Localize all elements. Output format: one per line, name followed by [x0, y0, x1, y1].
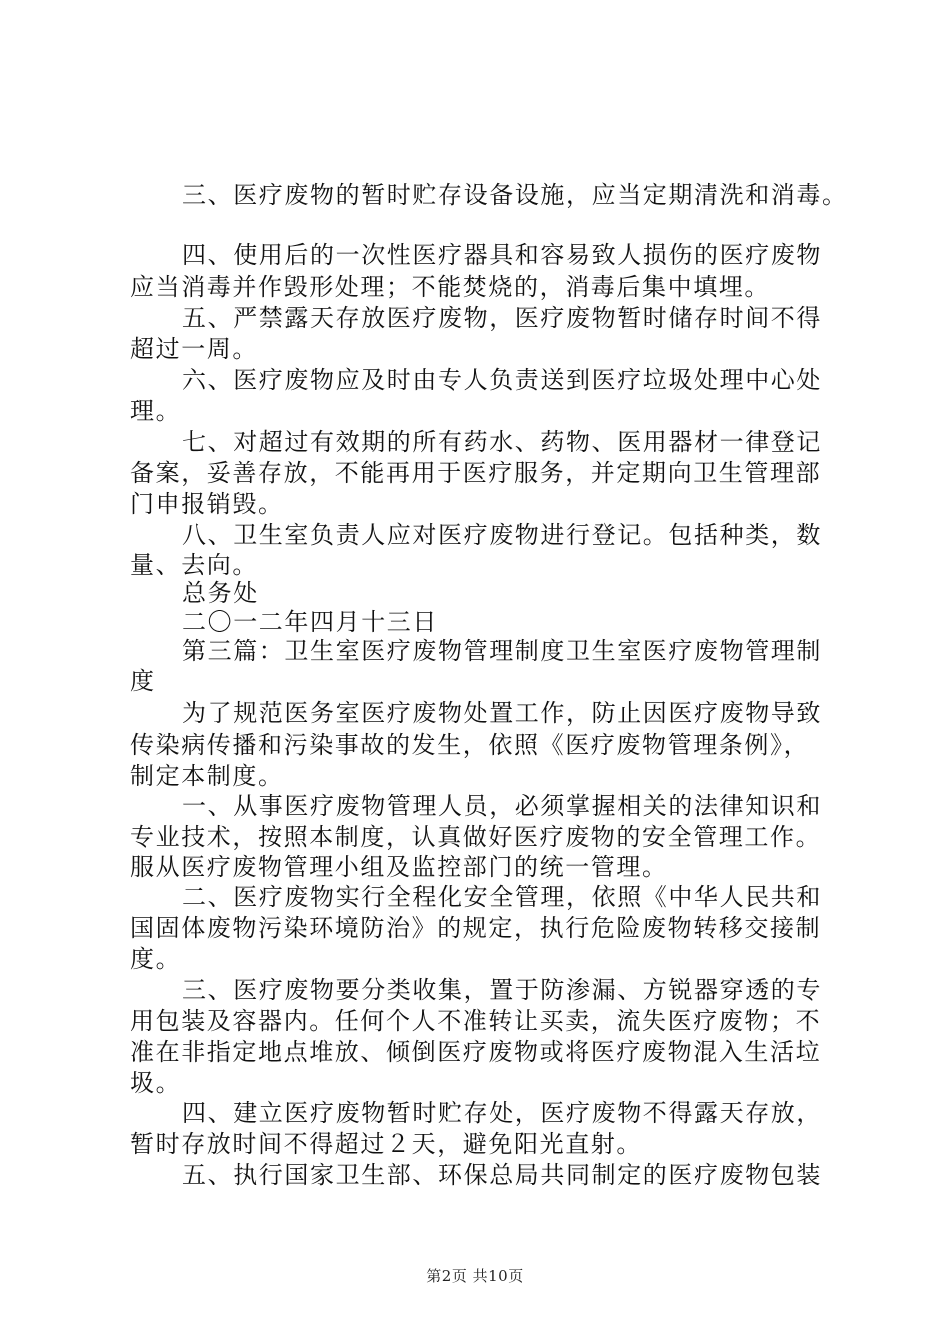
paragraph-line: 服从医疗废物管理小组及监控部门的统一管理。	[130, 853, 668, 881]
paragraph-line: 暂时存放时间不得超过２天，避免阳光直射。	[130, 1130, 642, 1158]
signature-date: 二〇一二年四月十三日	[182, 608, 438, 636]
paragraph-line: 五、严禁露天存放医疗废物，医疗废物暂时储存时间不得	[182, 304, 822, 332]
paragraph-line: 八、卫生室负责人应对医疗废物进行登记。包括种类，数	[182, 521, 822, 549]
paragraph-line: 二、医疗废物实行全程化安全管理，依照《中华人民共和	[182, 883, 822, 911]
section-heading: 度	[130, 667, 156, 695]
paragraph-line: 三、医疗废物要分类收集，置于防渗漏、方锐器穿透的专	[182, 976, 822, 1004]
paragraph-line: 准在非指定地点堆放、倾倒医疗废物或将医疗废物混入生活垃	[130, 1038, 822, 1066]
paragraph-line: 超过一周。	[130, 335, 258, 363]
paragraph-line: 一、从事医疗废物管理人员，必须掌握相关的法律知识和	[182, 792, 822, 820]
paragraph-line: 五、执行国家卫生部、环保总局共同制定的医疗废物包装	[182, 1161, 822, 1189]
paragraph-line: 度。	[130, 945, 182, 973]
paragraph-line: 用包装及容器内。任何个人不准转让买卖，流失医疗废物；不	[130, 1007, 822, 1035]
paragraph-line: 理。	[130, 397, 182, 425]
paragraph-line: 应当消毒并作毁形处理；不能焚烧的，消毒后集中填埋。	[130, 273, 770, 301]
paragraph-line: 为了规范医务室医疗废物处置工作，防止因医疗废物导致	[182, 699, 822, 727]
paragraph-line: 门申报销毁。	[130, 490, 284, 518]
paragraph-line: 四、建立医疗废物暂时贮存处，医疗废物不得露天存放，	[182, 1099, 822, 1127]
paragraph-line: 量、去向。	[130, 551, 258, 579]
paragraph-line: 备案，妥善存放，不能再用于医疗服务，并定期向卫生管理部	[130, 459, 822, 487]
section-heading: 第三篇：卫生室医疗废物管理制度卫生室医疗废物管理制	[182, 637, 822, 665]
page-number-footer: 第2页 共10页	[426, 1267, 524, 1285]
paragraph-line: 专业技术，按照本制度，认真做好医疗废物的安全管理工作。	[130, 823, 822, 851]
signature-office: 总务处	[182, 579, 259, 607]
paragraph-line: 制定本制度。	[130, 762, 284, 790]
paragraph-line: 七、对超过有效期的所有药水、药物、医用器材一律登记	[182, 428, 822, 456]
paragraph-line: 国固体废物污染环境防治》的规定，执行危险废物转移交接制	[130, 914, 822, 942]
paragraph-line: 三、医疗废物的暂时贮存设备设施，应当定期清洗和消毒。	[182, 181, 848, 209]
paragraph-line: 传染病传播和污染事故的发生，依照《医疗废物管理条例》，	[130, 731, 810, 759]
paragraph-line: 圾。	[130, 1069, 182, 1097]
paragraph-line: 四、使用后的一次性医疗器具和容易致人损伤的医疗废物	[182, 241, 822, 269]
paragraph-line: 六、医疗废物应及时由专人负责送到医疗垃圾处理中心处	[182, 366, 822, 394]
